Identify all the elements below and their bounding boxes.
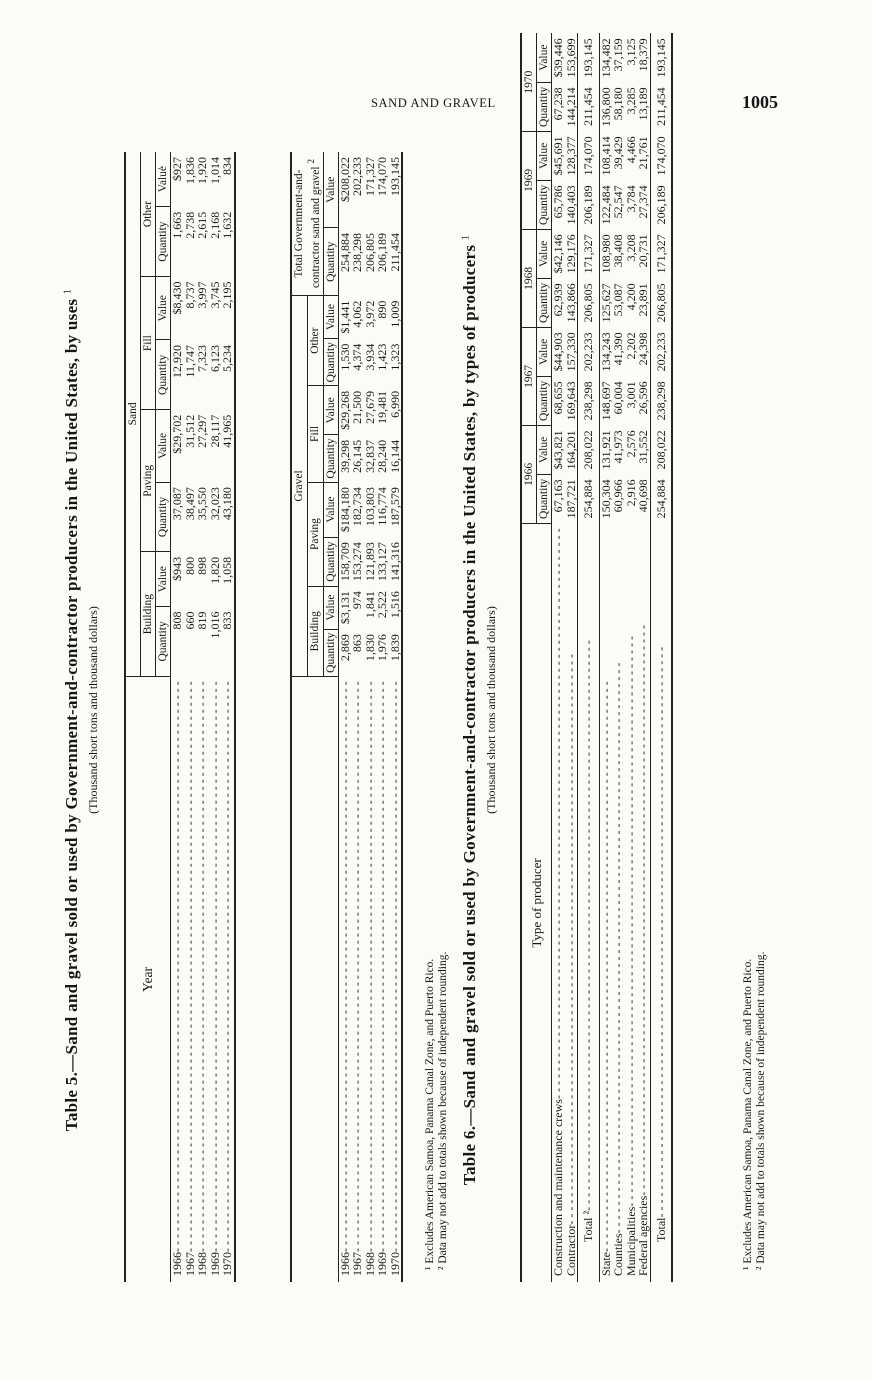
group-header: Building [141,552,156,676]
col-header: Quantity [537,278,552,327]
value-cell: 27,374 [636,185,650,219]
producer-label [578,523,600,1282]
year-header: 1970 [521,33,537,131]
value-cell: 1,009 [389,296,403,339]
col-header: Quantity [156,207,171,277]
col-header: Value [323,296,338,339]
value-cell: 1,058 [221,552,235,607]
producer-label-text: Federal agencies [636,1195,650,1276]
col-header: Value [323,482,338,537]
year-cell-text: 1967 [350,1252,365,1276]
year-header: 1969 [521,131,537,229]
value-cell: 58,180 [611,87,625,121]
value-cell: 171,327 [578,229,600,278]
value-cell: 32,023 [207,487,222,521]
value-cell: 202,233 [350,157,365,196]
value-cell: 128,377 [563,136,578,176]
table-row [196,152,209,1282]
value-cell: 202,233 [650,327,672,376]
value-cell: 4,374 [350,343,365,371]
value-cell: 202,233 [578,327,600,376]
page-number: 1005 [742,92,778,112]
value-cell: 3,934 [362,343,377,371]
value-cell: 131,921 [599,425,612,474]
value-cell: 238,298 [350,232,365,272]
year-cell [196,676,209,1282]
col-header: Value [537,131,552,180]
value-cell: 141,316 [389,537,403,586]
col-header: Quantity [537,474,552,523]
value-cell: 2,202 [623,332,638,360]
value-cell: 660 [182,611,197,630]
value-cell: 1,632 [221,207,235,277]
value-cell: $39,446 [551,38,565,78]
year-cell-text: 1968 [195,1252,209,1276]
value-cell: 121,893 [362,542,377,582]
table-row [578,33,600,1282]
table-row [565,33,578,1282]
col-header: Quantity [537,376,552,425]
value-cell: 211,454 [650,82,672,131]
group-header: Other [141,152,156,276]
value-cell: $45,691 [551,136,565,176]
producer-label-text: Construction and maintenance crews [551,1099,565,1276]
value-cell: 193,145 [650,33,672,82]
value-cell: 2,615 [195,211,209,239]
producer-label [650,523,672,1282]
year-cell-text: 1966 [337,1252,352,1276]
value-cell: 41,390 [611,332,625,366]
value-cell: 1,920 [195,157,209,184]
value-cell: 2,576 [623,430,638,458]
col-header: Quantity [156,482,171,552]
value-cell: 122,484 [599,180,612,229]
value-cell: $43,821 [551,430,565,470]
producer-label-text: Total [653,1217,668,1242]
producer-label-text: Municipalities [623,1206,638,1276]
value-cell: 4,466 [623,136,638,164]
col-header: Value [156,276,171,340]
year-cell-text: 1967 [182,1252,197,1276]
value-cell: 206,189 [650,180,672,229]
value-cell: 67,238 [551,87,565,121]
group-header: Fill [141,276,156,409]
table-row [364,152,377,1282]
value-cell: $184,180 [337,487,352,533]
value-cell: 28,240 [375,439,390,473]
producer-label [565,523,578,1282]
year-cell [184,676,197,1282]
value-cell: 26,145 [350,439,365,473]
value-cell: 158,709 [337,542,352,582]
value-cell: 53,087 [611,283,625,317]
group-header: Other [307,296,323,386]
value-cell: 238,298 [650,376,672,425]
value-cell: $44,903 [551,332,565,372]
year-cell [376,676,389,1282]
value-cell: 31,552 [636,430,650,464]
producer-label [612,523,625,1282]
value-cell: 3,972 [362,300,377,328]
value-cell: 116,774 [375,487,390,526]
value-cell: 1,976 [375,634,390,662]
year-cell-text: 1968 [362,1252,377,1276]
col-header: Quantity [156,340,171,410]
year-cell [171,676,184,1282]
value-cell: 1,014 [207,157,222,184]
value-cell: 24,398 [636,332,650,366]
value-cell: 211,454 [578,82,600,131]
table-row [209,152,222,1282]
producer-label-text: Total ² [581,1210,595,1242]
value-cell: 157,330 [563,332,578,372]
value-cell: 62,939 [551,283,565,317]
value-cell: 1,830 [362,634,377,662]
value-cell: $927 [170,157,184,181]
year-cell-text: 1966 [170,1252,184,1276]
table-row [599,33,612,1282]
col-header: Quantity [537,180,552,229]
value-cell: 208,022 [650,425,672,474]
value-cell: 208,022 [578,425,600,474]
value-cell: 1,016 [207,611,222,639]
col-header: Quantity [156,607,171,677]
value-cell: 31,512 [182,414,197,448]
value-cell: 206,189 [375,232,390,272]
value-cell: 7,323 [195,344,209,372]
value-cell: 6,990 [389,386,403,435]
value-cell: 2,522 [375,591,390,619]
table-row [612,33,625,1282]
value-cell: 108,980 [599,229,612,278]
value-cell: 68,655 [551,381,565,415]
value-cell: 150,304 [599,474,612,523]
value-cell: 67,163 [551,479,565,513]
table-row [389,152,403,1282]
year-cell [364,676,377,1282]
value-cell: 3,285 [623,87,638,115]
producer-label-text: Counties [611,1233,625,1276]
value-cell: $8,430 [170,281,184,315]
year-cell-text: 1970 [387,1252,402,1276]
value-cell: 254,884 [337,232,352,272]
col-header: Valuė [156,152,171,207]
value-cell: 5,234 [221,340,235,410]
value-cell: 187,721 [563,479,578,519]
col-header: Quantity [323,435,338,482]
value-cell: 174,070 [578,131,600,180]
value-cell: 35,550 [195,487,209,521]
value-cell: 26,596 [636,381,650,415]
value-cell: 800 [182,556,197,575]
table-row [650,33,672,1282]
year-cell-text: 1969 [207,1252,222,1276]
col-header: Quantity [323,228,338,296]
value-cell: 834 [221,152,235,207]
table-row [171,152,184,1282]
value-cell: 153,699 [563,38,578,78]
value-cell: 206,805 [362,232,377,272]
year-cell [221,676,235,1282]
year-cell-text: 1969 [375,1252,390,1276]
table-row [376,152,389,1282]
year-header: 1966 [521,425,537,523]
value-cell: 52,547 [611,185,625,219]
value-cell: 12,920 [170,344,184,378]
value-cell: 187,579 [389,482,403,537]
producer-label [625,523,638,1282]
value-cell: 1,530 [337,343,352,371]
value-cell: 136,800 [599,82,612,131]
value-cell: 174,070 [375,157,390,196]
value-cell: 1,836 [182,157,197,184]
col-header: Value [156,552,171,607]
value-cell: 3,997 [195,281,209,309]
table6 [520,33,673,1282]
value-cell: 143,866 [563,283,578,323]
value-cell: 40,698 [636,479,650,513]
value-cell: 2,738 [182,211,197,239]
col-header: Value [323,386,338,435]
value-cell: 27,679 [362,390,377,424]
value-cell: 11,747 [182,344,197,378]
year-cell [351,676,364,1282]
value-cell: 206,805 [650,278,672,327]
value-cell: 27,297 [195,414,209,448]
value-cell: 144,214 [563,87,578,127]
table5-sand [124,152,236,1282]
value-cell: 3,784 [623,185,638,213]
col-header: Value [537,33,552,82]
value-cell: 164,201 [563,430,578,470]
year-cell [209,676,222,1282]
table-row [184,152,197,1282]
value-cell: $943 [170,556,184,581]
value-cell: 2,869 [337,634,352,662]
table-row [552,33,565,1282]
producer-label [637,523,650,1282]
col-header: Quantity [323,339,338,386]
value-cell: 833 [221,607,235,677]
producer-label [552,523,565,1282]
value-cell: 134,243 [599,327,612,376]
value-cell: $208,022 [337,157,352,202]
value-cell: 182,734 [350,487,365,527]
table-row [625,33,638,1282]
type-header: Type of producer [521,523,552,1282]
value-cell: 808 [170,611,184,630]
table5-footnote-2: ² Data may not add to totals shown because of independent rounding. [437,951,449,1270]
value-cell: 103,803 [362,487,377,527]
table5-footnote-1: ¹ Excludes American Samoa, Panama Canal Zone, and Puerto Rico. [424,958,436,1270]
year-cell-text: 1970 [220,1252,234,1276]
value-cell: 206,805 [578,278,600,327]
value-cell: $42,146 [551,234,565,274]
col-header: Value [537,425,552,474]
value-cell: 148,697 [599,376,612,425]
sand-header: Sand [125,152,141,676]
value-cell: $29,702 [170,414,184,454]
group-header: Paving [141,410,156,552]
gravel-header: Gravel [291,296,307,677]
value-cell: 38,408 [611,234,625,268]
value-cell: 1,323 [389,339,403,386]
table-row [351,152,364,1282]
value-cell: 37,159 [611,38,625,72]
value-cell: 863 [350,634,365,653]
value-cell: 19,481 [375,390,390,424]
value-cell: 4,062 [350,300,365,328]
value-cell: 3,001 [623,381,638,409]
year-header: 1967 [521,327,537,425]
producer-label-text: State [598,1252,613,1276]
producer-label [599,523,612,1282]
value-cell: 171,327 [362,157,377,196]
value-cell: 8,737 [182,281,197,309]
value-cell: 60,004 [611,381,625,415]
value-cell: 211,454 [389,228,403,296]
col-header: Quantity [537,82,552,131]
value-cell: 193,145 [578,33,600,82]
col-header: Value [156,410,171,482]
value-cell: 2,916 [623,479,638,507]
value-cell: 2,195 [221,276,235,340]
value-cell: 890 [375,300,390,319]
value-cell: 134,482 [599,33,612,82]
value-cell: 43,180 [221,482,235,552]
value-cell: 206,189 [578,180,600,229]
value-cell: 65,786 [551,185,565,219]
table-row [637,33,650,1282]
value-cell: 153,274 [350,542,365,582]
value-cell: 3,745 [207,281,222,309]
table6-subtitle: (Thousand short tons and thousand dollars) [484,606,498,814]
value-cell: 2,168 [207,211,222,239]
value-cell: 1,663 [170,211,184,239]
value-cell: 254,884 [578,474,600,523]
value-cell: 39,298 [337,439,352,473]
col-header: Quantity [323,537,338,586]
value-cell: 37,087 [170,487,184,521]
value-cell: 41,965 [221,410,235,482]
value-cell: 171,327 [650,229,672,278]
year-cell [389,676,403,1282]
rotated-content [52,40,822,1380]
table5-subtitle: (Thousand short tons and thousand dollars) [86,606,100,814]
table-row [221,152,235,1282]
year-cell [338,676,351,1282]
value-cell: 1,841 [362,591,377,619]
value-cell: 18,379 [636,38,650,72]
value-cell: 1,839 [389,629,403,676]
value-cell: 254,884 [650,474,672,523]
value-cell: 169,643 [563,381,578,421]
value-cell: 1,516 [389,586,403,629]
value-cell: 20,731 [636,234,650,268]
value-cell: 819 [195,611,209,630]
value-cell: 38,497 [182,487,197,521]
value-cell: 193,145 [389,152,403,228]
value-cell: 140,403 [563,185,578,225]
value-cell: 32,837 [362,439,377,473]
col-header: Value [537,327,552,376]
value-cell: $29,268 [337,390,352,430]
value-cell: 3,125 [623,38,638,66]
table5-gravel [290,152,403,1282]
value-cell: 16,144 [389,435,403,482]
value-cell: 28,117 [207,414,222,448]
value-cell: 21,761 [636,136,650,170]
value-cell: 898 [195,556,209,575]
producer-label-text: Contractor [563,1224,578,1276]
value-cell: 13,189 [636,87,650,121]
value-cell: 129,176 [563,234,578,274]
col-header: Value [537,229,552,278]
value-cell: 41,973 [611,430,625,464]
group-header: Fill [307,386,323,482]
value-cell: 21,500 [350,390,365,424]
table6-footnote-1: ¹ Excludes American Samoa, Panama Canal Zone, and Puerto Rico. [742,958,754,1270]
value-cell: 125,627 [599,278,612,327]
value-cell: 174,070 [650,131,672,180]
value-cell: 108,414 [599,131,612,180]
value-cell: 4,200 [623,283,638,311]
running-title: SAND AND GRAVEL [371,96,496,110]
value-cell: 974 [350,591,365,610]
value-cell: $1,441 [337,300,352,334]
value-cell: 3,208 [623,234,638,262]
col-header: Quantity [323,629,338,676]
value-cell: 1,423 [375,343,390,371]
group-header: Paving [307,482,323,586]
value-cell: 39,429 [611,136,625,170]
value-cell: $3,131 [337,591,352,625]
value-cell: 133,127 [375,542,390,582]
table6-footnote-2: ² Data may not add to totals shown because of independent rounding. [755,951,767,1270]
col-header: Value [323,152,338,228]
col-header: Value [323,586,338,629]
table5-title: Table 5.—Sand and gravel sold or used by Government-and-contractor producers in the United States, by uses $^1$ [62,288,81,1132]
table6-title: Table 6.—Sand and gravel sold or used by Government-and-contractor producers in the United States, by types of producers $^1$ [460,234,479,1186]
value-cell: 1,820 [207,556,222,584]
total-header: Total Government-and-contractor sand and gravel $^2$ [291,152,323,296]
value-cell: 23,891 [636,283,650,317]
value-cell: 60,966 [611,479,625,513]
value-cell: 238,298 [578,376,600,425]
year-header: 1968 [521,229,537,327]
value-cell: 6,123 [207,344,222,372]
group-header: Building [307,586,323,676]
year-header: Year [125,676,171,1282]
